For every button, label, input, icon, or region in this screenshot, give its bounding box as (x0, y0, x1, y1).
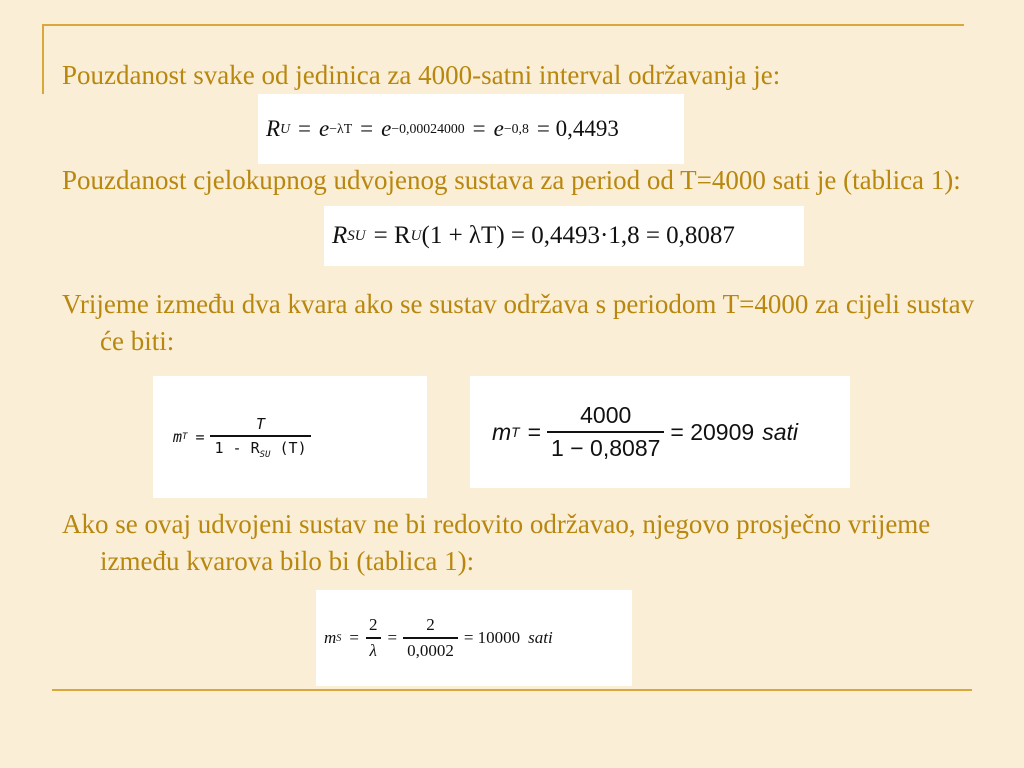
eq1-exp-3: −0,8 (503, 121, 529, 136)
eq2-rhs-sub: U (410, 227, 422, 244)
eq3-den-sub: SU (259, 449, 271, 460)
eq5-eq: = (349, 628, 359, 647)
eq3-eq: = (195, 428, 205, 446)
eq5-lhs: m (324, 628, 337, 647)
eq5-lhs-sub: S (336, 632, 342, 644)
eq4-fraction (547, 402, 664, 462)
eq3-den-post: (T) (279, 438, 307, 457)
eq5-num2: 2 (426, 615, 435, 634)
paragraph-2: Pouzdanost cjelokupnog udvojenog sustava za period od T=4000 sati je (tablica 1): (62, 165, 961, 195)
eq5-den2: 0,0002 (403, 637, 458, 661)
left-rule (42, 24, 44, 94)
eq4-lhs-sub: T (511, 424, 520, 440)
eq2-rhs: = R (373, 222, 411, 249)
eq1-exp-1: −λT (329, 121, 353, 136)
equation-mtbf-value (470, 376, 850, 488)
eq2-lhs-sub: SU (347, 227, 366, 244)
eq3-den-pre: 1 - R (214, 438, 260, 457)
eq4-result: = 20909 (670, 418, 755, 445)
eq1-result: = 0,4493 (536, 116, 619, 141)
top-rule (42, 24, 964, 26)
eq4-unit: sati (762, 418, 798, 445)
equation-reliability-unit: R U = e −λT = e −0,00024000 = e −0,8 = 0,4493 (258, 94, 684, 164)
eq1-lhs: R (266, 116, 281, 141)
eq4-lhs: m (492, 418, 512, 445)
eq5-eq2: = (387, 628, 398, 647)
eq1-lhs-sub: U (280, 121, 291, 136)
equation-reliability-system (324, 206, 804, 266)
eq2-lhs: R (332, 222, 348, 249)
eq4-den: 1 − 0,8087 (547, 431, 664, 462)
equation-mtbf-formula (153, 376, 427, 498)
eq2-paren: (1 + λT) = 0,4493·1,8 = 0,8087 (421, 222, 735, 249)
eq5-fraction-1 (365, 615, 382, 661)
eq3-num: T (256, 414, 266, 433)
paragraph-3: Vrijeme između dva kvara ako se sustav održava s periodom T=4000 za cijeli sustav će biti: (62, 289, 975, 356)
paragraph-4: Ako se ovaj udvojeni sustav ne bi redovito održavao, njegovo prosječno vrijeme između kvarova bilo bi (tablica 1): (62, 509, 931, 576)
eq5-num1: 2 (368, 615, 378, 634)
eq4-num: 4000 (580, 402, 632, 428)
eq3-fraction (210, 415, 310, 460)
eq5-unit: sati (528, 628, 553, 647)
bottom-rule (52, 689, 972, 691)
eq5-den1: λ (366, 637, 381, 661)
eq5-result: = 10000 (463, 628, 521, 647)
eq1-exp-2: −0,00024000 (391, 121, 465, 136)
eq4-eq: = (527, 418, 542, 445)
equation-mtbf-unmaintained (316, 590, 632, 686)
eq3-lhs-sub: T (182, 432, 188, 442)
eq3-lhs: m (173, 428, 183, 446)
eq5-fraction-2 (403, 615, 458, 661)
paragraph-1: Pouzdanost svake od jedinica za 4000-satni interval održavanja je: (62, 60, 781, 90)
